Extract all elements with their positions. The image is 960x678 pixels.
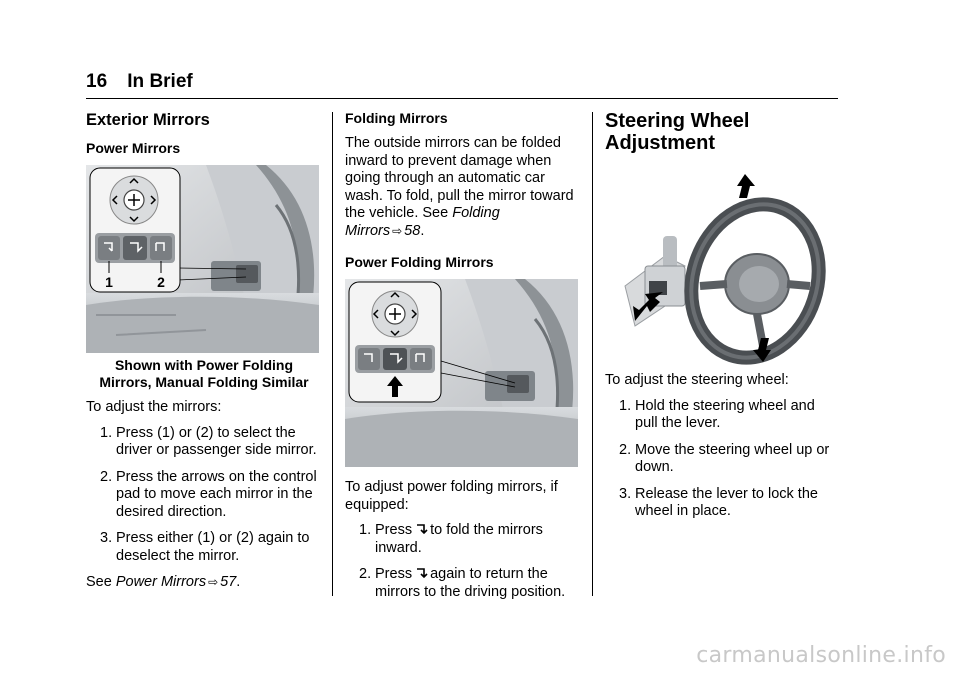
section-title-line-1: Steering Wheel — [605, 110, 750, 132]
list-item — [345, 566, 579, 601]
see-reference — [86, 574, 322, 592]
figure-label-1: 1 — [105, 274, 113, 290]
list-item — [605, 486, 839, 521]
step-text: Press either (1) or (2) again to deselect the mirror. — [116, 530, 310, 564]
list-item — [86, 530, 322, 565]
column-steering-wheel — [605, 110, 839, 530]
power-folding-steps-list — [345, 522, 579, 601]
list-item — [345, 522, 579, 557]
step-text: Release the lever to lock the wheel in place. — [635, 485, 818, 519]
intro-text: To adjust the mirrors: — [86, 399, 222, 415]
power-mirror-switch-figure — [86, 165, 319, 353]
column-divider-1 — [332, 112, 333, 596]
figure-label-2: 2 — [157, 274, 165, 290]
section-title-steering-wheel — [605, 110, 839, 154]
list-item — [86, 425, 322, 460]
caption-line-1: Shown with Power Folding — [114, 357, 294, 373]
step-text: Hold the steering wheel and pull the lever. — [635, 397, 815, 431]
page-header — [86, 71, 838, 93]
step-number: 2. — [100, 468, 113, 485]
step-prefix: Press — [375, 522, 417, 538]
step-number: 1. — [359, 522, 372, 538]
step-text: Press the arrows on the control pad to move each mirror in the desired direction. — [116, 468, 317, 520]
step-number: 3. — [619, 485, 632, 502]
steering-wheel-figure — [605, 166, 839, 366]
power-mirrors-link[interactable]: Power Mirrors — [115, 574, 207, 590]
column-exterior-mirrors — [86, 110, 322, 600]
section-title-exterior-mirrors: Exterior Mirrors — [86, 111, 210, 129]
step-number: 1. — [619, 397, 632, 414]
section-title-line-2: Adjustment — [605, 132, 715, 154]
list-item — [86, 469, 322, 522]
subsection-power-folding-mirrors: Power Folding Mirrors — [345, 254, 494, 270]
caption-line-2: Mirrors, Manual Folding Similar — [99, 374, 309, 390]
power-folding-switch-figure — [345, 279, 578, 467]
page-ref-arrow-icon: ⇨ — [392, 223, 403, 238]
steering-steps-list — [605, 398, 839, 521]
watermark: carmanualsonline.info — [696, 643, 946, 668]
step-text: again to return the mirrors to the driving position. — [375, 566, 566, 600]
page-ref-number: 58 — [404, 222, 421, 239]
page-ref-number: 57 — [220, 574, 237, 590]
figure-caption — [86, 357, 322, 391]
step-text: to fold the mirrors inward. — [375, 522, 543, 556]
step-text: Press (1) or (2) to select the driver or passenger side mirror. — [116, 424, 317, 458]
page-header-title: In Brief — [127, 71, 193, 92]
see-prefix: See — [86, 574, 116, 590]
page-ref-arrow-icon: ⇨ — [208, 575, 219, 589]
step-number: 3. — [100, 530, 113, 546]
step-number: 1. — [100, 424, 113, 441]
page-number: 16 — [86, 71, 108, 92]
folding-body: The outside mirrors can be folded inward to prevent damage when going through an automatic car wash. To fold, pull the mirror toward the vehicle. See — [345, 135, 574, 221]
mirror-steps-list — [86, 425, 322, 566]
header-rule — [86, 98, 838, 99]
fold-mirror-button-icon — [416, 567, 428, 579]
power-folding-intro: To adjust power folding mirrors, if equipped: — [345, 479, 558, 513]
column-divider-2 — [592, 112, 593, 596]
subsection-power-mirrors: Power Mirrors — [86, 140, 181, 156]
folding-mirrors-link[interactable]: Folding Mirrors — [345, 205, 500, 239]
step-prefix: Press — [375, 566, 417, 582]
list-item — [605, 398, 839, 433]
subsection-folding-mirrors: Folding Mirrors — [345, 110, 448, 126]
folding-mirrors-text — [345, 135, 579, 240]
step-text: Move the steering wheel up or down. — [635, 441, 830, 475]
list-item — [605, 442, 839, 477]
step-number: 2. — [359, 566, 372, 582]
see-suffix: . — [236, 574, 241, 590]
step-number: 2. — [619, 441, 632, 458]
column-folding-mirrors — [345, 110, 579, 610]
folding-suffix: . — [420, 222, 425, 239]
steering-intro: To adjust the steering wheel: — [605, 372, 789, 388]
fold-mirror-button-icon — [416, 523, 428, 535]
